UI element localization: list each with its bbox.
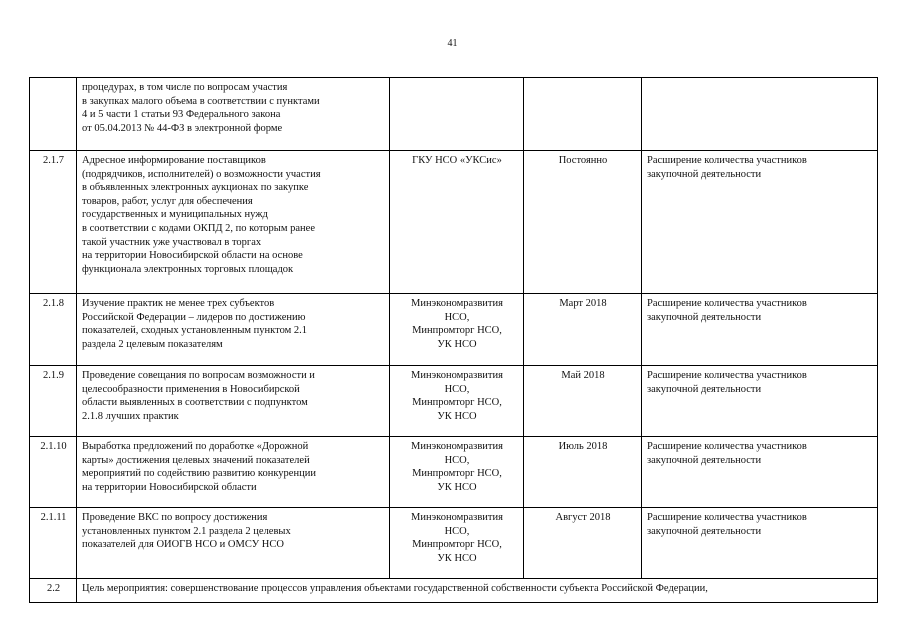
table-row-section <box>30 579 878 603</box>
cell-term: Март 2018 <box>524 294 642 366</box>
text-line: области выявленных в соответствии с подпунктом <box>82 397 308 409</box>
text-line: показателей, сходных установленным пунктом 2.1 <box>82 325 308 337</box>
cell-responsible <box>390 366 524 437</box>
cell-num <box>30 78 77 151</box>
text-line: товаров, работ, услуг для обеспечения <box>82 195 253 207</box>
cell-responsible <box>390 437 524 508</box>
text-line: Минэкономразвития <box>411 298 503 309</box>
cell-result <box>642 151 878 294</box>
text-line: на территории Новосибирской области <box>82 481 257 493</box>
text-line: закупочной деятельности <box>647 311 762 323</box>
cell-responsible <box>390 78 524 151</box>
text-line: в объявленных электронных аукционах по закупке <box>82 182 309 194</box>
table-row <box>30 366 878 437</box>
text-line: показателей для ОИОГВ НСО и ОМСУ НСО <box>82 539 284 551</box>
cell-result <box>642 437 878 508</box>
text-line: УК НСО <box>437 410 477 422</box>
text-line: Проведение совещания по вопросам возможности и <box>82 370 315 381</box>
text-line: Проведение ВКС по вопросу достижения <box>82 512 268 523</box>
section-goal-text: Цель мероприятия: совершенствование процессов управления объектами государственной собственности субъекта Российской Федерации, <box>77 579 878 603</box>
text-line: УК НСО <box>437 338 477 350</box>
text-line: закупочной деятельности <box>647 383 762 395</box>
cell-num: 2.2 <box>30 579 77 603</box>
text-line: 2.1.8 лучших практик <box>82 410 179 422</box>
cell-num: 2.1.8 <box>30 294 77 366</box>
text-line: УК НСО <box>437 552 477 564</box>
cell-num: 2.1.7 <box>30 151 77 294</box>
text-line: Расширение количества участников <box>647 298 807 309</box>
table-row <box>30 151 878 294</box>
text-line: карты» достижения целевых значений показателей <box>82 454 310 466</box>
text-line: УК НСО <box>437 481 477 493</box>
text-line: мероприятий по содействию развитию конкуренции <box>82 468 316 480</box>
text-line: целесообразности применения в Новосибирской <box>82 383 300 395</box>
text-line: Минпромторг НСО, <box>412 397 502 409</box>
cell-description <box>77 508 390 579</box>
text-line: (подрядчиков, исполнителей) о возможности участия <box>82 168 321 180</box>
cell-num: 2.1.10 <box>30 437 77 508</box>
text-line: раздела 2 целевым показателям <box>82 338 223 350</box>
text-line: Адресное информирование поставщиков <box>82 155 266 166</box>
text-line: установленных пунктом 2.1 раздела 2 целевых <box>82 525 291 537</box>
text-line: Минэкономразвития <box>411 512 503 523</box>
page-number: 41 <box>447 38 458 49</box>
cell-responsible <box>390 151 524 294</box>
text-line: государственных и муниципальных нужд <box>82 209 268 221</box>
table-row <box>30 437 878 508</box>
text-line: в закупках малого объема в соответствии с пунктами <box>82 95 320 107</box>
text-line: Минпромторг НСО, <box>412 539 502 551</box>
text-line: ГКУ НСО «УКСис» <box>412 155 502 166</box>
text-line: Изучение практик не менее трех субъектов <box>82 298 275 309</box>
text-line: от 05.04.2013 № 44-ФЗ в электронной форме <box>82 122 283 134</box>
cell-term: Постоянно <box>524 151 642 294</box>
text-line: Расширение количества участников <box>647 155 807 166</box>
text-line: процедурах, в том числе по вопросам участия <box>82 82 288 93</box>
cell-responsible <box>390 508 524 579</box>
measures-table <box>29 77 878 603</box>
text-line: закупочной деятельности <box>647 168 762 180</box>
cell-term <box>524 78 642 151</box>
table-row <box>30 508 878 579</box>
cell-description <box>77 78 390 151</box>
cell-num: 2.1.11 <box>30 508 77 579</box>
table-row <box>30 294 878 366</box>
cell-num: 2.1.9 <box>30 366 77 437</box>
text-line: Минпромторг НСО, <box>412 325 502 337</box>
table-row-continuation <box>30 78 878 151</box>
text-line: Расширение количества участников <box>647 441 807 452</box>
cell-result <box>642 78 878 151</box>
cell-responsible <box>390 294 524 366</box>
text-line: Минпромторг НСО, <box>412 468 502 480</box>
text-line: Расширение количества участников <box>647 512 807 523</box>
text-line: НСО, <box>444 383 470 395</box>
cell-term: Июль 2018 <box>524 437 642 508</box>
text-line: Минэкономразвития <box>411 370 503 381</box>
text-line: 4 и 5 части 1 статьи 93 Федерального закона <box>82 109 281 121</box>
text-line: в соответствии с кодами ОКПД 2, по которым ранее <box>82 222 315 234</box>
cell-result <box>642 508 878 579</box>
cell-description <box>77 366 390 437</box>
text-line: закупочной деятельности <box>647 454 762 466</box>
text-line: НСО, <box>444 454 470 466</box>
cell-description <box>77 294 390 366</box>
text-line: на территории Новосибирской области на основе <box>82 250 303 262</box>
text-line: функционала электронных торговых площадок <box>82 263 294 275</box>
cell-result <box>642 294 878 366</box>
text-line: НСО, <box>444 525 470 537</box>
text-line: такой участник уже участвовал в торгах <box>82 236 262 248</box>
text-line: закупочной деятельности <box>647 525 762 537</box>
cell-description <box>77 437 390 508</box>
text-line: Российской Федерации – лидеров по достижению <box>82 311 306 323</box>
text-line: Минэкономразвития <box>411 441 503 452</box>
text-line: НСО, <box>444 311 470 323</box>
cell-term: Август 2018 <box>524 508 642 579</box>
cell-description <box>77 151 390 294</box>
text-line: Расширение количества участников <box>647 370 807 381</box>
text-line: Выработка предложений по доработке «Дорожной <box>82 441 309 452</box>
cell-result <box>642 366 878 437</box>
cell-term: Май 2018 <box>524 366 642 437</box>
